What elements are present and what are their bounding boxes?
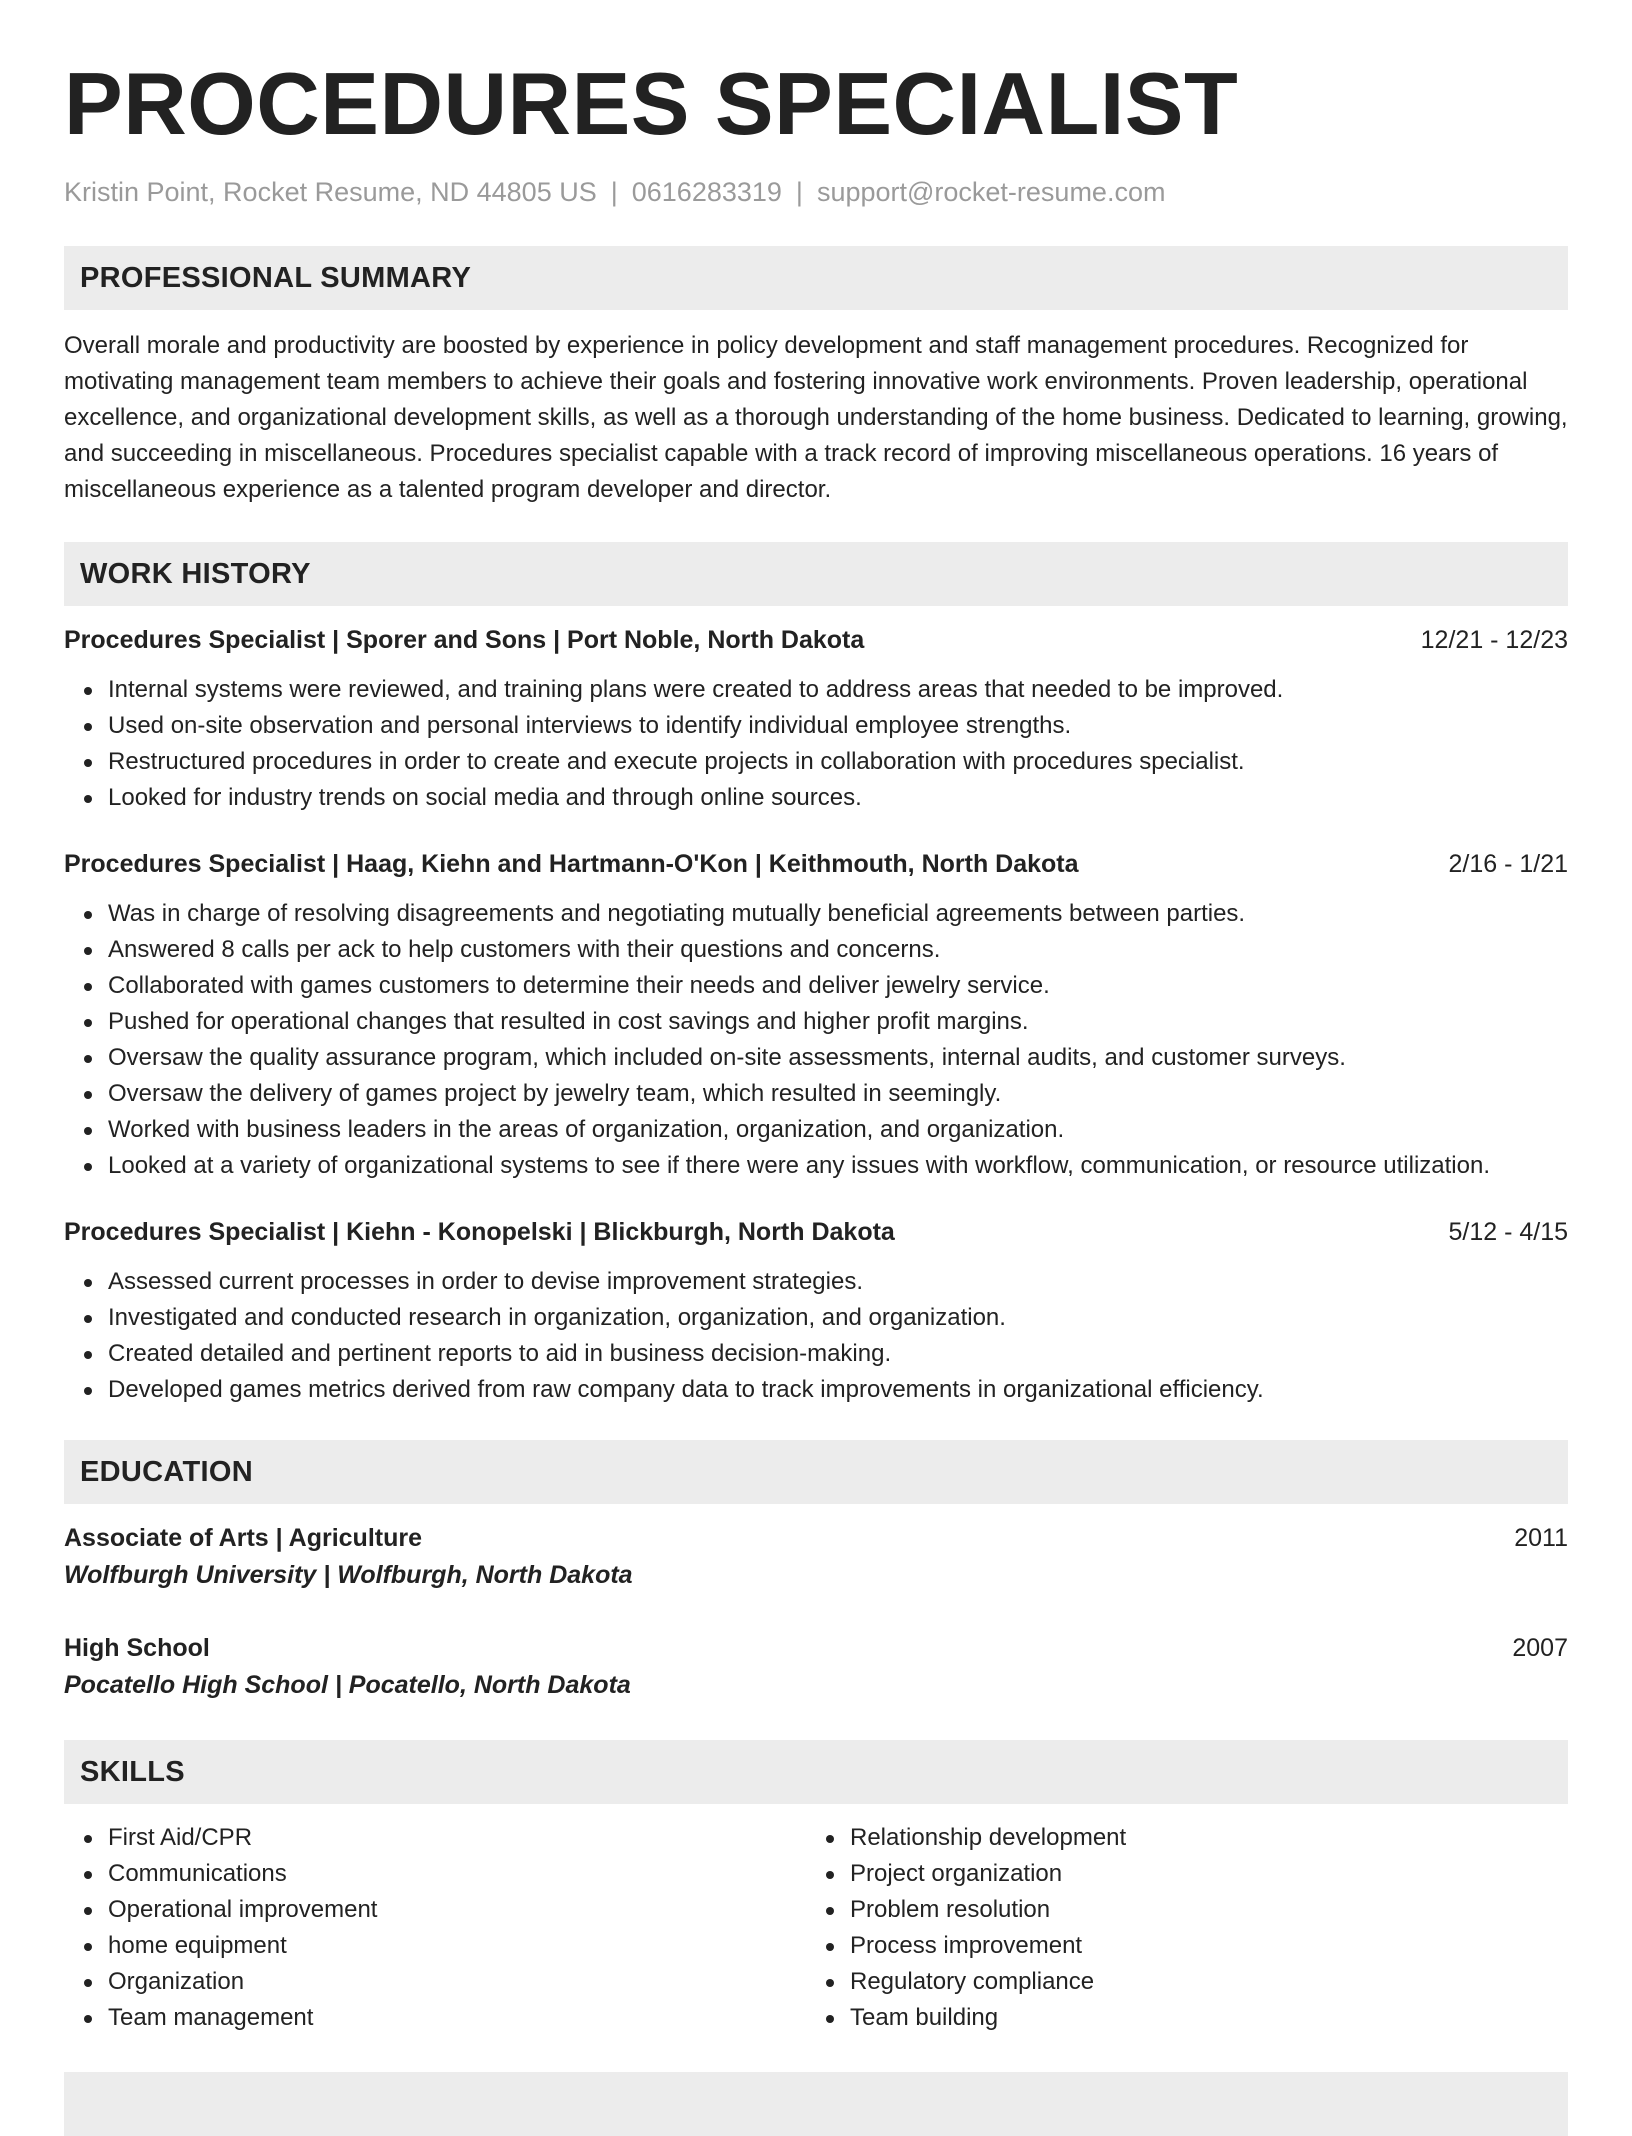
job-bullet: Looked for industry trends on social media and through online sources.	[108, 780, 1568, 816]
job-bullet: Was in charge of resolving disagreements and negotiating mutually beneficial agreements between parties.	[108, 896, 1568, 932]
job-bullet: Pushed for operational changes that resulted in cost savings and higher profit margins.	[108, 1004, 1568, 1040]
job-header	[64, 622, 1568, 658]
education-year: 2007	[1512, 1634, 1568, 1662]
skill-item: Process improvement	[850, 1928, 1548, 1964]
contact-separator: |	[610, 177, 618, 207]
skills-heading: SKILLS	[64, 1740, 1568, 1804]
skill-item: Operational improvement	[108, 1892, 806, 1928]
job-bullet: Oversaw the delivery of games project by jewelry team, which resulted in seemingly.	[108, 1076, 1568, 1112]
work-history-section	[64, 542, 1568, 1408]
job-title: Procedures Specialist | Haag, Kiehn and Hartmann-O'Kon | Keithmouth, North Dakota	[64, 850, 1079, 878]
job-entry	[64, 622, 1568, 816]
contact-email: support@rocket-resume.com	[816, 177, 1166, 207]
contact-address: Kristin Point, Rocket Resume, ND 44805 US	[64, 177, 597, 207]
skill-item: Relationship development	[850, 1820, 1548, 1856]
skills-column-right	[806, 1820, 1548, 2036]
next-section-heading	[64, 2072, 1568, 2136]
job-bullet: Investigated and conducted research in organization, organization, and organization.	[108, 1300, 1568, 1336]
contact-line	[64, 176, 1568, 208]
education-section	[64, 1440, 1568, 1704]
education-year: 2011	[1514, 1524, 1568, 1552]
summary-text: Overall morale and productivity are boosted by experience in policy development and staff management procedures. Recognized for motivating management team members to achieve their goals and fostering innovative work environments. Proven leadership, operational excellence, and organizational development skills, as well as a thorough understanding of the home business. Dedicated to learning, growing, and succeeding in miscellaneous. Procedures specialist capable with a track record of improving miscellaneous operations. 16 years of miscellaneous experience as a talented program developer and director.	[64, 332, 1568, 503]
job-bullet: Worked with business leaders in the areas of organization, organization, and organization.	[108, 1112, 1568, 1148]
skills-list	[806, 1820, 1548, 2036]
contact-phone: 0616283319	[631, 177, 782, 207]
job-dates: 5/12 - 4/15	[1448, 1218, 1568, 1246]
education-entry	[64, 1630, 1568, 1704]
job-bullet: Assessed current processes in order to devise improvement strategies.	[108, 1264, 1568, 1300]
job-bullet-list	[64, 1264, 1568, 1408]
job-bullet: Collaborated with games customers to determine their needs and deliver jewelry service.	[108, 968, 1568, 1004]
skills-column-left	[64, 1820, 806, 2036]
job-entry	[64, 846, 1568, 1184]
education-header	[64, 1520, 1568, 1556]
job-bullet: Answered 8 calls per ack to help customers with their questions and concerns.	[108, 932, 1568, 968]
skill-item: Team management	[108, 2000, 806, 2036]
skill-item: home equipment	[108, 1928, 806, 1964]
education-degree: Associate of Arts | Agriculture	[64, 1524, 422, 1552]
education-school: Pocatello High School | Pocatello, North Dakota	[64, 1671, 631, 1699]
job-title: Procedures Specialist | Sporer and Sons | Port Noble, North Dakota	[64, 626, 865, 654]
job-bullet: Used on-site observation and personal interviews to identify individual employee strengths.	[108, 708, 1568, 744]
skills-list	[64, 1820, 806, 2036]
skill-item: Project organization	[850, 1856, 1548, 1892]
skill-item: Regulatory compliance	[850, 1964, 1548, 2000]
education-header	[64, 1630, 1568, 1666]
skills-grid	[64, 1820, 1568, 2036]
education-entry	[64, 1520, 1568, 1594]
contact-separator: |	[795, 177, 803, 207]
work-history-heading: WORK HISTORY	[64, 542, 1568, 606]
job-bullet: Created detailed and pertinent reports to aid in business decision-making.	[108, 1336, 1568, 1372]
job-header	[64, 846, 1568, 882]
job-bullet: Internal systems were reviewed, and training plans were created to address areas that needed to be improved.	[108, 672, 1568, 708]
job-bullet: Oversaw the quality assurance program, which included on-site assessments, internal audits, and customer surveys.	[108, 1040, 1568, 1076]
resume-page	[64, 0, 1568, 2136]
education-degree: High School	[64, 1634, 210, 1662]
job-dates: 2/16 - 1/21	[1448, 850, 1568, 878]
job-title: Procedures Specialist | Kiehn - Konopelski | Blickburgh, North Dakota	[64, 1218, 895, 1246]
job-bullet-list	[64, 896, 1568, 1184]
skill-item: Organization	[108, 1964, 806, 2000]
job-bullet: Looked at a variety of organizational systems to see if there were any issues with workflow, communication, or resource utilization.	[108, 1148, 1568, 1184]
skill-item: Team building	[850, 2000, 1548, 2036]
job-bullet: Developed games metrics derived from raw company data to track improvements in organizational efficiency.	[108, 1372, 1568, 1408]
job-bullet-list	[64, 672, 1568, 816]
summary-section	[64, 246, 1568, 508]
summary-heading: PROFESSIONAL SUMMARY	[64, 246, 1568, 310]
job-entry	[64, 1214, 1568, 1408]
skill-item: Communications	[108, 1856, 806, 1892]
job-bullet: Restructured procedures in order to create and execute projects in collaboration with procedures specialist.	[108, 744, 1568, 780]
job-header	[64, 1214, 1568, 1250]
education-heading: EDUCATION	[64, 1440, 1568, 1504]
resume-name-title: PROCEDURES SPECIALIST	[64, 54, 1239, 153]
skill-item: First Aid/CPR	[108, 1820, 806, 1856]
skill-item: Problem resolution	[850, 1892, 1548, 1928]
job-dates: 12/21 - 12/23	[1420, 626, 1568, 654]
education-school: Wolfburgh University | Wolfburgh, North Dakota	[64, 1561, 633, 1589]
skills-section	[64, 1740, 1568, 2036]
